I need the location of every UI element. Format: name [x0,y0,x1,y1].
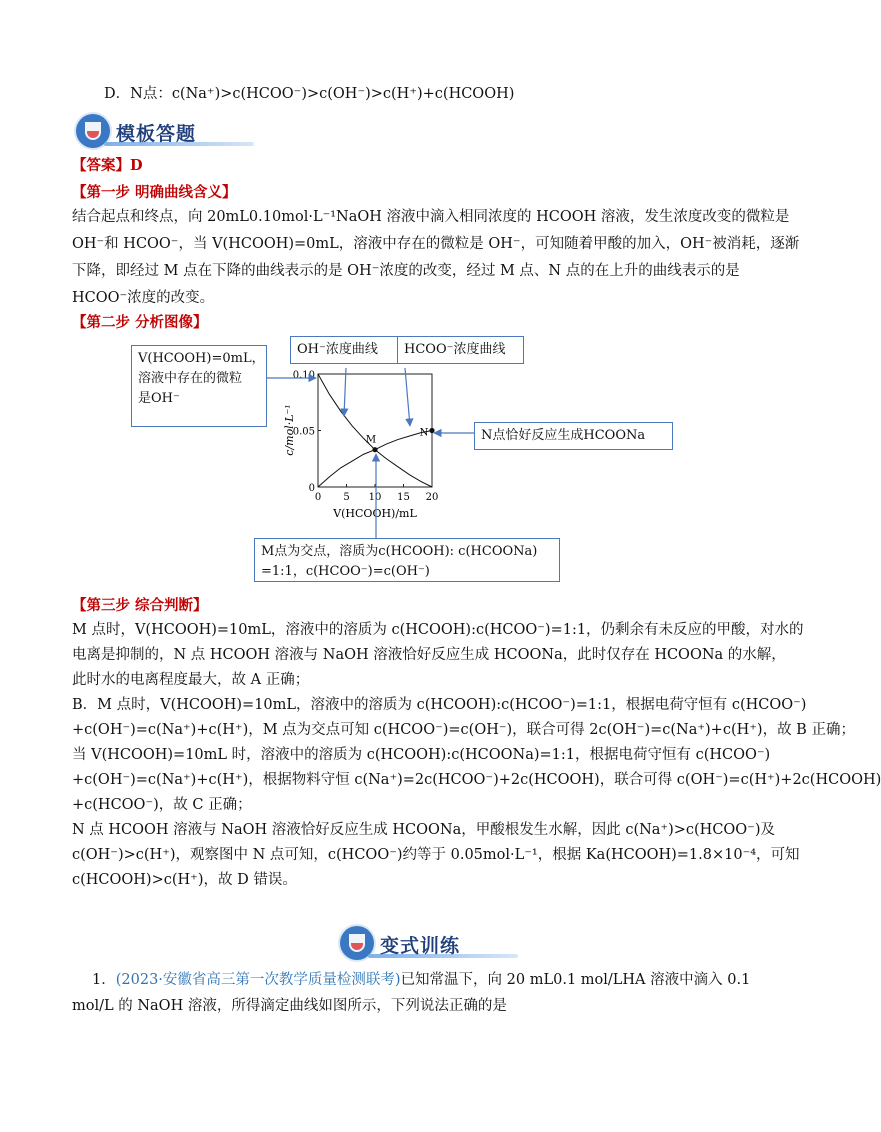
answer-value: D [130,157,143,174]
y-tick-label: 0.05 [292,426,315,438]
oh-arrow [344,368,346,416]
step3-line: 电离是抑制的，N 点 HCOOH 溶液与 NaOH 溶液恰好反应生成 HCOONa，此时仅存在 HCOONa 的水解， [72,647,786,663]
start-callout [131,345,267,427]
variant-training-banner [340,926,540,960]
y-tick-label: 0 [308,483,315,494]
step3-line: N 点 HCOOH 溶液与 NaOH 溶液恰好反应生成 HCOONa，甲酸根发生水解，因此 c(Na⁺)>c(HCOO⁻)及 [72,822,775,838]
step3-line: +c(HCOO⁻)，故 C 正确； [72,797,252,813]
y-axis-label: c/mol·L⁻¹ [283,404,296,456]
step3-line: c(OH⁻)>c(H⁺)，观察图中 N 点可知，c(HCOO⁻)约等于 0.05mol·L⁻¹，根据 Ka(HCOOH)=1.8×10⁻⁴，可知 [72,847,800,863]
step3-line: B．M 点时，V(HCOOH)=10mL，溶液中的溶质为 c(HCOOH):c(HCOO⁻)=1:1，根据电荷守恒有 c(HCOO⁻) [72,697,807,713]
x-tick-label: 0 [314,492,322,503]
step3-line: M 点时，V(HCOOH)=10mL，溶液中的溶质为 c(HCOOH):c(HCOO⁻)=1:1，仍剩余有未反应的甲酸，对水的 [72,622,804,638]
banner-title: 变式训练 [380,935,461,957]
step1-heading: 【第一步 明确曲线含义】 [72,184,237,201]
point-n [429,428,434,433]
start-callout-line: V(HCOOH)=0mL， [138,351,265,366]
m-point-callout [254,538,560,582]
exercise-line-1 [92,970,750,990]
step1-line: 下降，即经过 M 点在下降的曲线表示的是 OH⁻浓度的改变，经过 M 点、N 点的在上升的曲线表示的是 [72,263,740,279]
hcoo-arrow [405,368,410,426]
m-callout-line: =1:1，c(HCOO⁻)=c(OH⁻) [261,564,430,579]
m-callout-line: M点为交点，溶质为c(HCOOH): c(HCOONa) [261,544,538,559]
step3-line: +c(OH⁻)=c(Na⁺)+c(H⁺)，根据物料守恒 c(Na⁺)=2c(HCOO⁻)+2c(HCOOH)，联合可得 c(OH⁻)=c(H⁺)+2c(HCOOH) [72,772,881,788]
step1-line: OH⁻和 HCOO⁻，当 V(HCOOH)=0mL，溶液中存在的微粒是 OH⁻，可知随着甲酸的加入，OH⁻被消耗，逐渐 [72,236,800,252]
x-tick-label: 20 [425,492,439,503]
step3-line: +c(OH⁻)=c(Na⁺)+c(H⁺)，M 点为交点可知 c(HCOO⁻)=c(OH⁻)，联合可得 2c(OH⁻)=c(Na⁺)+c(H⁺)，故 B 正确； [72,722,855,738]
banner-title: 模板答题 [116,123,197,145]
step1-line: HCOO⁻浓度的改变。 [72,290,215,306]
hcoo-curve-callout: HCOO⁻浓度曲线 [397,336,524,364]
exercise-line-2: mol/L 的 NaOH 溶液，所得滴定曲线如图所示，下列说法正确的是 [72,998,507,1014]
answer-line [72,156,143,176]
exercise-source[interactable]: (2023·安徽省高三第一次教学质量检测联考) [115,972,401,988]
start-callout-line: 是OH⁻ [138,391,180,406]
template-answer-banner [76,114,276,148]
x-tick-label: 10 [368,492,382,503]
step2-heading: 【第二步 分析图像】 [72,314,208,331]
y-tick-label: 0.10 [292,370,315,381]
exercise-number: 1． [92,972,116,988]
step3-line: 当 V(HCOOH)=10mL 时，溶液中的溶质为 c(HCOOH):c(HCOONa)=1:1，根据电荷守恒有 c(HCOO⁻) [72,747,771,763]
point-m [372,447,377,452]
oh-concentration-curve [318,374,432,487]
point-label: N [419,427,429,439]
exercise-text: 已知常温下，向 20 mL0.1 mol/LHA 溶液中滴入 0.1 [400,972,751,988]
x-axis-label: V(HCOOH)/mL [333,507,417,520]
plot-frame [318,374,432,487]
answer-label: 【答案】 [72,157,130,174]
x-tick-label: 15 [397,492,410,503]
point-label: M [365,434,377,446]
oh-curve-callout: OH⁻浓度曲线 [290,336,399,364]
step3-heading: 【第三步 综合判断】 [72,597,208,614]
step3-line: c(HCOOH)>c(H⁺)，故 D 错误。 [72,872,297,888]
option-d: D．N点：c(Na⁺)>c(HCOO⁻)>c(OH⁻)>c(H⁺)+c(HCOOH) [104,86,515,102]
start-callout-line: 溶液中存在的微粒 [138,371,243,386]
step3-line: 此时水的电离程度最大，故 A 正确； [72,672,310,688]
n-point-callout: N点恰好反应生成HCOONa [474,422,673,450]
x-tick-label: 5 [343,492,350,503]
step1-line: 结合起点和终点，向 20mL0.10mol·L⁻¹NaOH 溶液中滴入相同浓度的 HCOOH 溶液，发生浓度改变的微粒是 [72,209,790,225]
